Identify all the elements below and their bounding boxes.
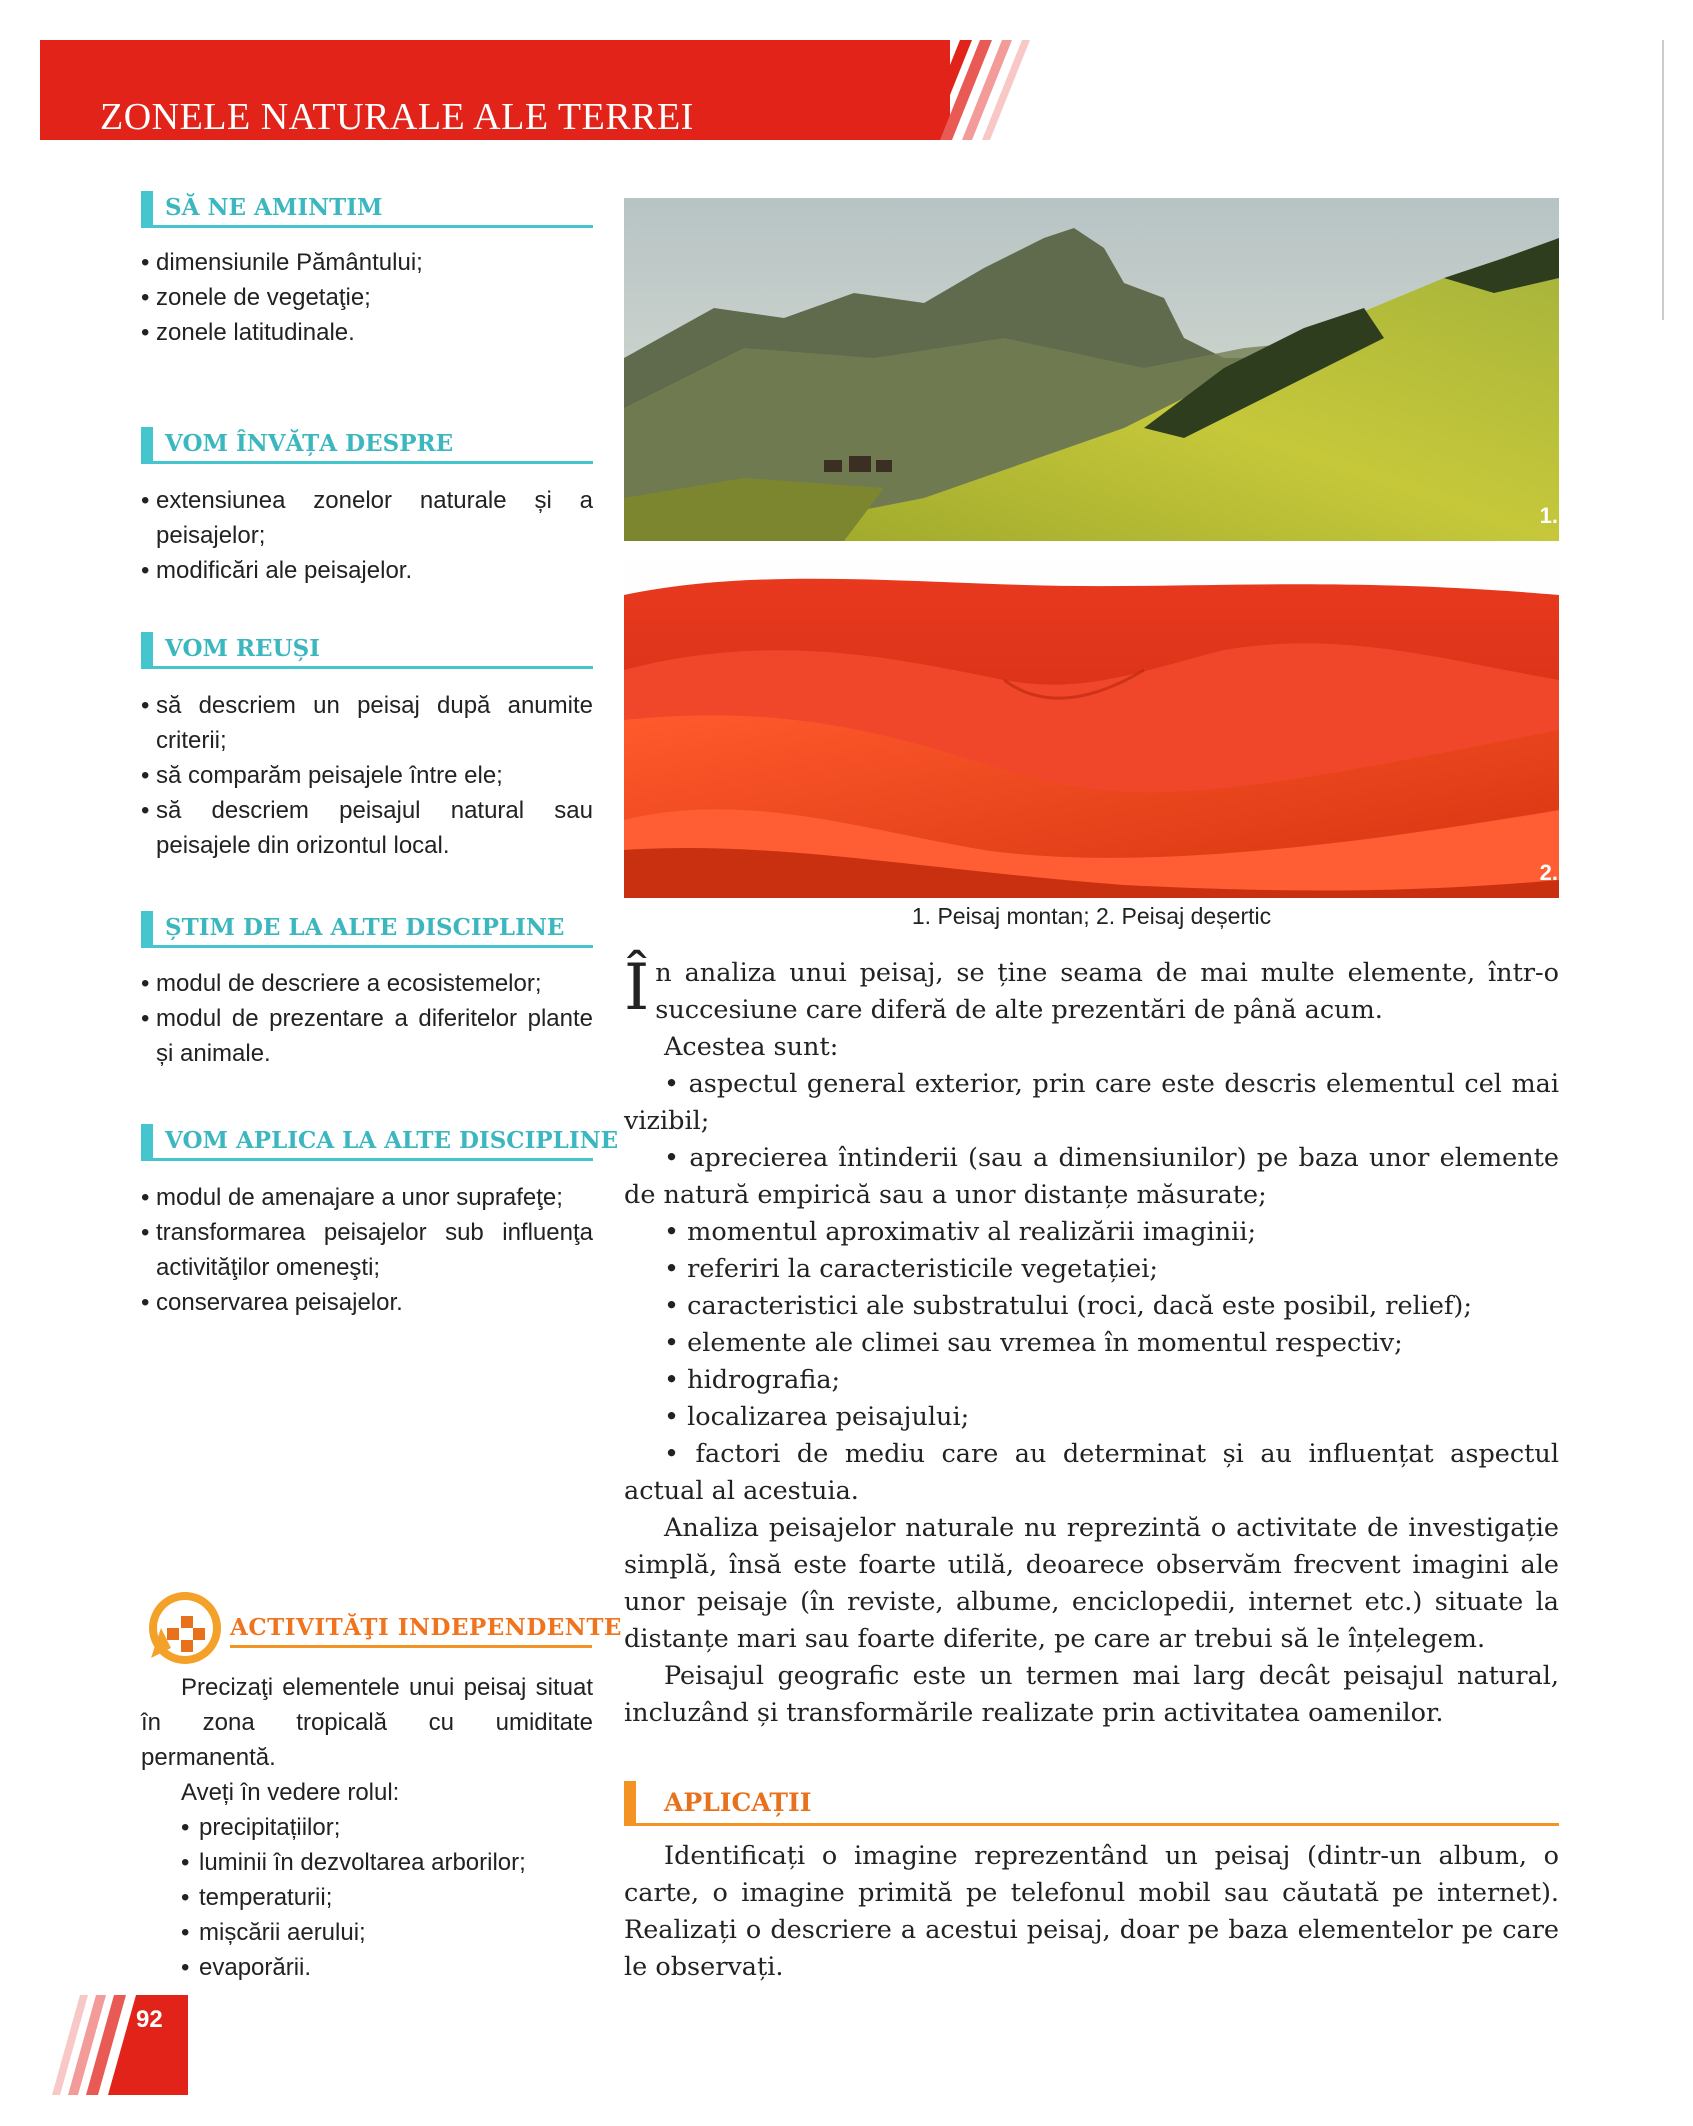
geographic-paragraph: Peisajul geografic este un termen mai larg decât peisajul natural, incluzând și transformările realizate prin activitatea oamenilor. <box>624 1661 1559 1728</box>
activitati-list <box>181 1810 593 1985</box>
activitati-lead: Aveți în vedere rolul: <box>181 1779 400 1806</box>
list-item: • dimensiunile Pământului; <box>141 245 593 280</box>
list-item: • să descriem un peisaj după anumite criterii; <box>141 688 593 758</box>
section-heading-stim: ȘTIM DE LA ALTE DISCIPLINE <box>141 914 593 948</box>
analysis-paragraph: Analiza peisajelor naturale nu reprezintă o activitate de investigație simplă, însă este foarte utilă, deoarece observăm frecvent imagini ale unor peisaje (în reviste, albume, enciclopedii, internet etc.) situate la distanțe mari sau foarte diferite, pe care ar trebui să le înțelegem. <box>624 1513 1559 1654</box>
bullet-item: • factori de mediu care au determinat și au influențat aspectul actual al acestuia. <box>624 1439 1559 1506</box>
section-heading-sa-ne-amintim: SĂ NE AMINTIM <box>141 194 593 228</box>
list-item: • zonele latitudinale. <box>141 315 593 350</box>
list-item: • modul de amenajare a unor suprafeţe; <box>141 1180 593 1215</box>
list-item: • transformarea peisajelor sub influenţa activităţilor omeneşti; <box>141 1215 593 1285</box>
section-heading-vom-reusi: VOM REUȘI <box>141 635 593 669</box>
list-item: • să descriem peisajul natural sau peisajele din orizontul local. <box>141 793 593 863</box>
intro-paragraph: n analiza unui peisaj, se ține seama de mai multe elemente, într-o succesiune care diferă de alte prezentări de până acum. <box>655 958 1559 1025</box>
list-item: • zonele de vegetaţie; <box>141 280 593 315</box>
footer-stripes <box>52 1995 188 2095</box>
list-item: • modul de descriere a ecosistemelor; <box>141 966 593 1001</box>
list-item: • conservarea peisajelor. <box>141 1285 593 1320</box>
page-number: 92 <box>136 2006 163 2033</box>
figure-label-2: 2. <box>1539 860 1558 885</box>
bullet-item: • localizarea peisajului; <box>664 1402 970 1432</box>
mountain-landscape-image <box>624 198 1559 541</box>
list-item: • luminii în dezvoltarea arborilor; <box>181 1845 593 1880</box>
bullet-item: • elemente ale climei sau vremea în momentul respectiv; <box>664 1328 1403 1358</box>
list-vom-invata <box>141 483 593 588</box>
header-stripes <box>920 40 1030 140</box>
dropcap: Î <box>624 951 650 1025</box>
figure-label-1: 1. <box>1539 503 1558 528</box>
figure-caption: 1. Peisaj montan; 2. Peisaj deșertic <box>911 903 1272 929</box>
aplicatii-text: Identificați o imagine reprezentând un peisaj (dintr-un album, o carte, o imagine primită pe telefonul mobil sau căutată pe internet). Realizați o descriere a acestui peisaj, doar pe baza elementelor pe care le observați. <box>624 1841 1559 1982</box>
bullet-item: • aprecierea întinderii (sau a dimensiunilor) pe baza unor elemente de natură empirică sau a unor distanțe măsurate; <box>624 1143 1559 1210</box>
bullet-item: • momentul aproximativ al realizării imaginii; <box>664 1217 1257 1247</box>
bullet-item: • caracteristici ale substratului (roci, dacă este posibil, relief); <box>664 1291 1472 1321</box>
bullet-item: • aspectul general exterior, prin care este descris elementul cel mai vizibil; <box>624 1069 1559 1136</box>
list-item: • precipitațiilor; <box>181 1810 593 1845</box>
activitati-body <box>141 1670 593 1985</box>
list-item: • modificări ale peisajelor. <box>141 553 593 588</box>
list-item: • evaporării. <box>181 1950 593 1985</box>
aplicatii-heading: APLICAȚII <box>624 1780 1559 1826</box>
bullet-item: • hidrografia; <box>664 1365 841 1395</box>
page-edge-line <box>1662 40 1664 320</box>
page-title: ZONELE NATURALE ALE TERREI <box>100 96 694 138</box>
list-vom-aplica <box>141 1180 593 1320</box>
activity-icon <box>141 1588 223 1670</box>
list-item: • extensiunea zonelor naturale și a peisajelor; <box>141 483 593 553</box>
bullet-item: • referiri la caracteristicile vegetației; <box>664 1254 1158 1284</box>
section-heading-vom-aplica: VOM APLICA LA ALTE DISCIPLINE <box>141 1127 593 1161</box>
activitati-heading: ACTIVITĂŢI INDEPENDENTE <box>230 1612 592 1648</box>
activitati-text: Precizaţi elementele unui peisaj situat în zona tropicală cu umiditate permanentă. <box>141 1674 593 1771</box>
list-item: • să comparăm peisajele între ele; <box>141 758 593 793</box>
list-sa-ne-amintim <box>141 245 593 350</box>
desert-landscape-image <box>624 550 1559 898</box>
list-item: • modul de prezentare a diferitelor plante și animale. <box>141 1001 593 1071</box>
list-vom-reusi <box>141 688 593 863</box>
lead-text: Acestea sunt: <box>664 1032 839 1062</box>
list-item: • mișcării aerului; <box>181 1915 593 1950</box>
main-text <box>624 951 1559 1732</box>
list-item: • temperaturii; <box>181 1880 593 1915</box>
list-stim <box>141 966 593 1071</box>
section-heading-vom-invata: VOM ÎNVĂȚA DESPRE <box>141 430 593 464</box>
